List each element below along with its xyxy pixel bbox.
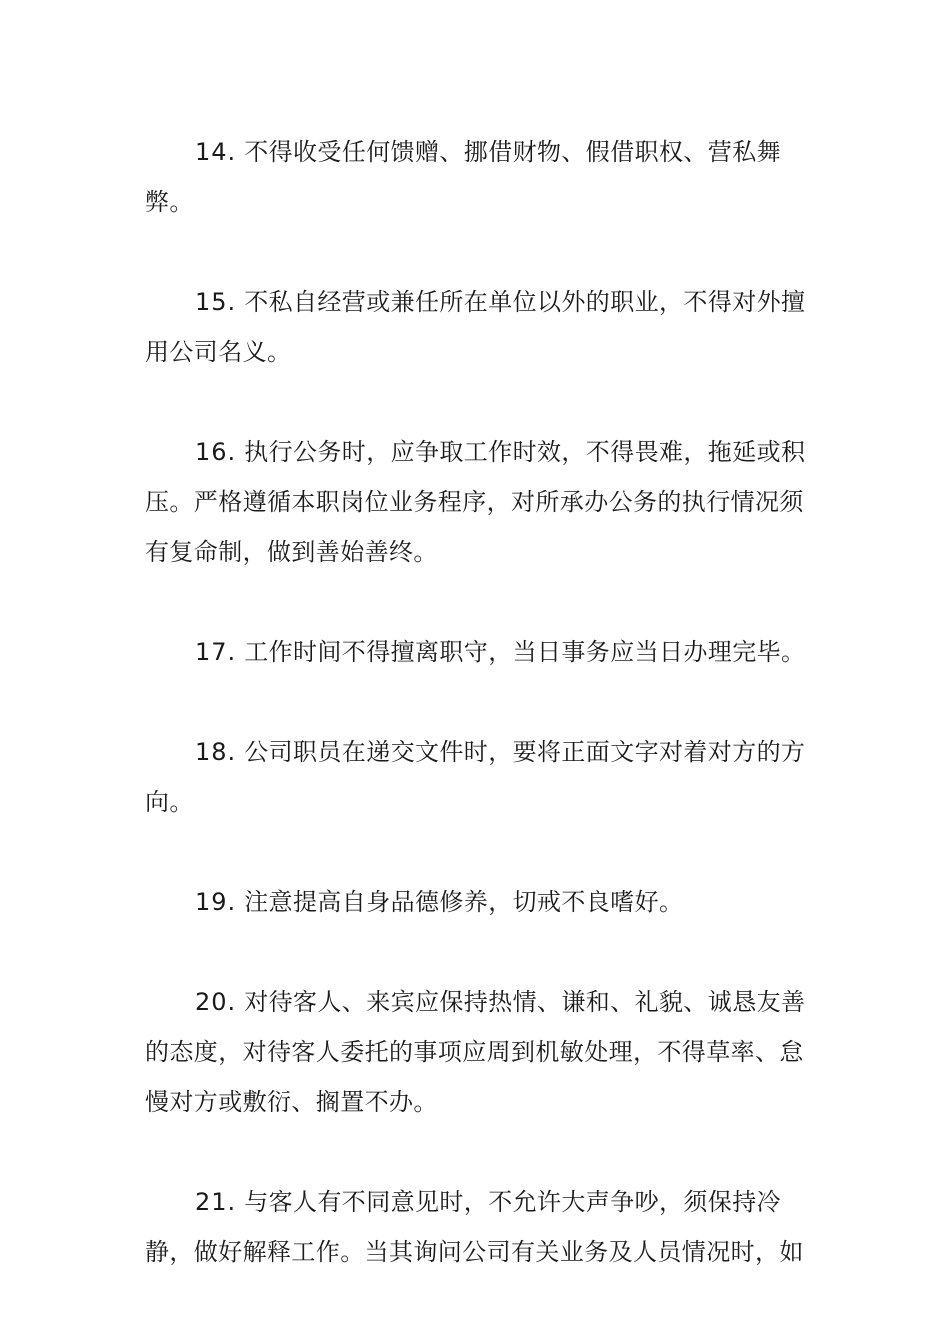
paragraph-number: 16.	[195, 438, 237, 466]
paragraph-text: 不得收受任何馈赠、挪借财物、假借职权、营私舞弊。	[145, 138, 781, 216]
paragraph-number: 14.	[195, 138, 237, 166]
paragraph-17	[145, 627, 810, 677]
paragraph-20	[145, 977, 810, 1127]
paragraph-18	[145, 727, 810, 827]
paragraph-text: 公司职员在递交文件时，要将正面文字对着对方的方向。	[145, 738, 806, 816]
paragraph-text: 不私自经营或兼任所在单位以外的职业，不得对外擅用公司名义。	[145, 288, 806, 366]
paragraph-19	[145, 877, 810, 927]
paragraph-number: 18.	[195, 738, 237, 766]
paragraph-21	[145, 1177, 810, 1277]
paragraph-text: 对待客人、来宾应保持热情、谦和、礼貌、诚恳友善的态度，对待客人委托的事项应周到机敏处理，不得草率、怠慢对方或敷衍、搁置不办。	[145, 988, 806, 1116]
paragraph-14	[145, 127, 810, 227]
paragraph-text: 工作时间不得擅离职守，当日事务应当日办理完毕。	[236, 638, 806, 666]
paragraph-text: 注意提高自身品德修养，切戒不良嗜好。	[236, 888, 684, 916]
paragraph-number: 21.	[195, 1188, 237, 1216]
paragraph-15	[145, 277, 810, 377]
paragraph-text: 执行公务时，应争取工作时效，不得畏难，拖延或积压。严格遵循本职岗位业务程序，对所承办公务的执行情况须有复命制，做到善始善终。	[145, 438, 806, 566]
paragraph-number: 19.	[195, 888, 237, 916]
paragraph-16	[145, 427, 810, 577]
paragraph-text: 与客人有不同意见时，不允许大声争吵，须保持冷静，做好解释工作。当其询问公司有关业务及人员情况时，如	[145, 1188, 804, 1266]
paragraph-number: 15.	[195, 288, 237, 316]
paragraph-number: 17.	[195, 638, 237, 666]
paragraph-number: 20.	[195, 988, 237, 1016]
document-body	[145, 127, 810, 1327]
